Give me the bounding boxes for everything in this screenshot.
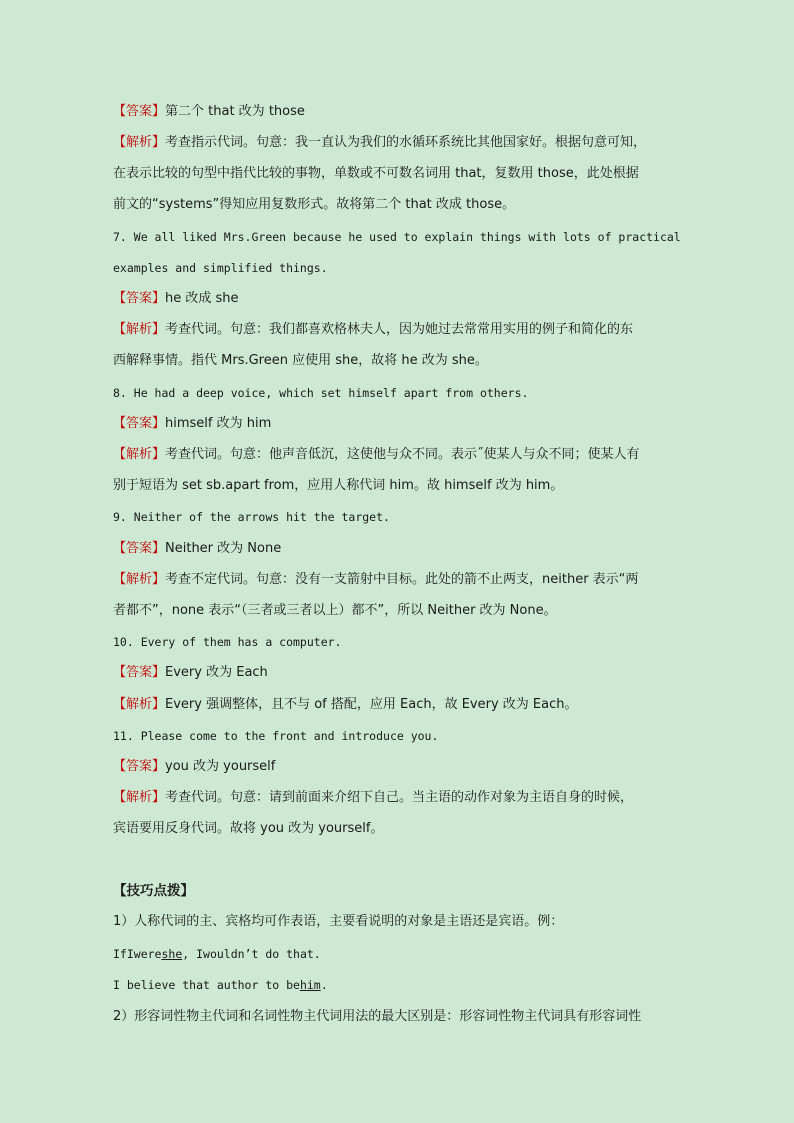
analysis-tag: 【解析】 [113, 572, 166, 587]
q9-analysis-1: 考查不定代词。句意：没有一支箭射中目标。此处的箭不止两支，neither 表示“两 [165, 572, 639, 587]
answer-tag: 【答案】 [113, 759, 166, 774]
q7-analysis-line-1 [113, 321, 684, 339]
q9-answer: Neither 改为 None [165, 541, 282, 556]
example-2-post: . [320, 978, 328, 992]
example-1-underlined-word: she [161, 947, 183, 961]
answer-tag: 【答案】 [113, 291, 166, 306]
q8-sentence: 8. He had a deep voice, which set himself apart from others. [113, 386, 529, 400]
answer-tag: 【答案】 [113, 104, 166, 119]
tips-heading: 【技巧点拨】 [113, 883, 194, 899]
tips-point-2: 2）形容词性物主代词和名词性物主代词用法的最大区别是：形容词性物主代词具有形容词性 [113, 1009, 642, 1024]
q11-analysis-line-1 [113, 789, 684, 807]
analysis-tag: 【解析】 [113, 447, 166, 462]
q9-analysis-line-2: 者都不”，none 表示“（三者或三者以上）都不”，所以 Neither 改为 None。 [113, 603, 557, 618]
tips-example-2 [113, 976, 684, 994]
q9-analysis-line-1 [113, 571, 684, 589]
q6-answer: 第二个 that 改为 those [165, 104, 305, 119]
q9-answer-line [113, 540, 684, 558]
q11-answer-line [113, 758, 684, 776]
q11-sentence: 11. Please come to the front and introduce you. [113, 729, 439, 743]
q8-analysis-line-1 [113, 446, 684, 464]
q10-sentence: 10. Every of them has a computer. [113, 635, 342, 649]
analysis-tag: 【解析】 [113, 697, 166, 712]
q8-analysis-1: 考查代词。句意：他声音低沉，这使他与众不同。表示˝使某人与众不同；使某人有 [165, 447, 640, 462]
q7-sentence-2: examples and simplified things. [113, 261, 328, 275]
answer-tag: 【答案】 [113, 416, 166, 431]
answer-tag: 【答案】 [113, 541, 166, 556]
analysis-tag: 【解析】 [113, 790, 166, 805]
analysis-tag: 【解析】 [113, 322, 166, 337]
q6-analysis-line-3: 前文的“systems”得知应用复数形式。故将第二个 that 改成 those。 [113, 197, 516, 212]
q7-sentence-1: 7. We all liked Mrs.Green because he used to explain things with lots of practical [113, 230, 681, 244]
tips-example-1 [113, 945, 684, 963]
q7-analysis-1: 考查代词。句意：我们都喜欢格林夫人，因为她过去常常用实用的例子和简化的东 [165, 322, 634, 337]
tips-point-1: 1）人称代词的主、宾格均可作表语，主要看说明的对象是主语还是宾语。例： [113, 914, 564, 929]
q6-answer-line [113, 103, 684, 121]
q7-answer: he 改成 she [165, 291, 239, 306]
q6-analysis-1: 考查指示代词。句意：我一直认为我们的水循环系统比其他国家好。根据句意可知， [165, 135, 647, 150]
q6-analysis-line-1 [113, 134, 684, 152]
example-1-post: , Iwouldn’t do that. [182, 947, 321, 961]
q8-answer: himself 改为 him [165, 416, 272, 431]
q10-answer-line [113, 664, 684, 682]
q7-analysis-line-2: 西解释事情。指代 Mrs.Green 应使用 she，故将 he 改为 she。 [113, 353, 488, 368]
q10-answer: Every 改为 Each [165, 665, 268, 680]
example-2-underlined-word: him [299, 978, 321, 992]
analysis-tag: 【解析】 [113, 135, 166, 150]
q8-answer-line [113, 415, 684, 433]
q7-answer-line [113, 290, 684, 308]
q11-analysis-line-2: 宾语要用反身代词。故将 you 改为 yourself。 [113, 821, 384, 836]
q11-answer: you 改为 yourself [165, 759, 276, 774]
q8-analysis-line-2: 别于短语为 set sb.apart from，应用人称代词 him。故 himself 改为 him。 [113, 478, 564, 493]
example-1-pre: IfIwere [113, 947, 162, 961]
answer-tag: 【答案】 [113, 665, 166, 680]
example-2-pre: I believe that author to be [113, 978, 300, 992]
q9-sentence: 9. Neither of the arrows hit the target. [113, 510, 390, 524]
q10-analysis-line [113, 696, 684, 714]
q10-analysis: Every 强调整体，且不与 of 搭配，应用 Each，故 Every 改为 Each。 [165, 697, 578, 712]
q11-analysis-1: 考查代词。句意：请到前面来介绍下自己。当主语的动作对象为主语自身的时候， [165, 790, 634, 805]
q6-analysis-line-2: 在表示比较的句型中指代比较的事物，单数或不可数名词用 that，复数用 those，此处根据 [113, 166, 639, 181]
